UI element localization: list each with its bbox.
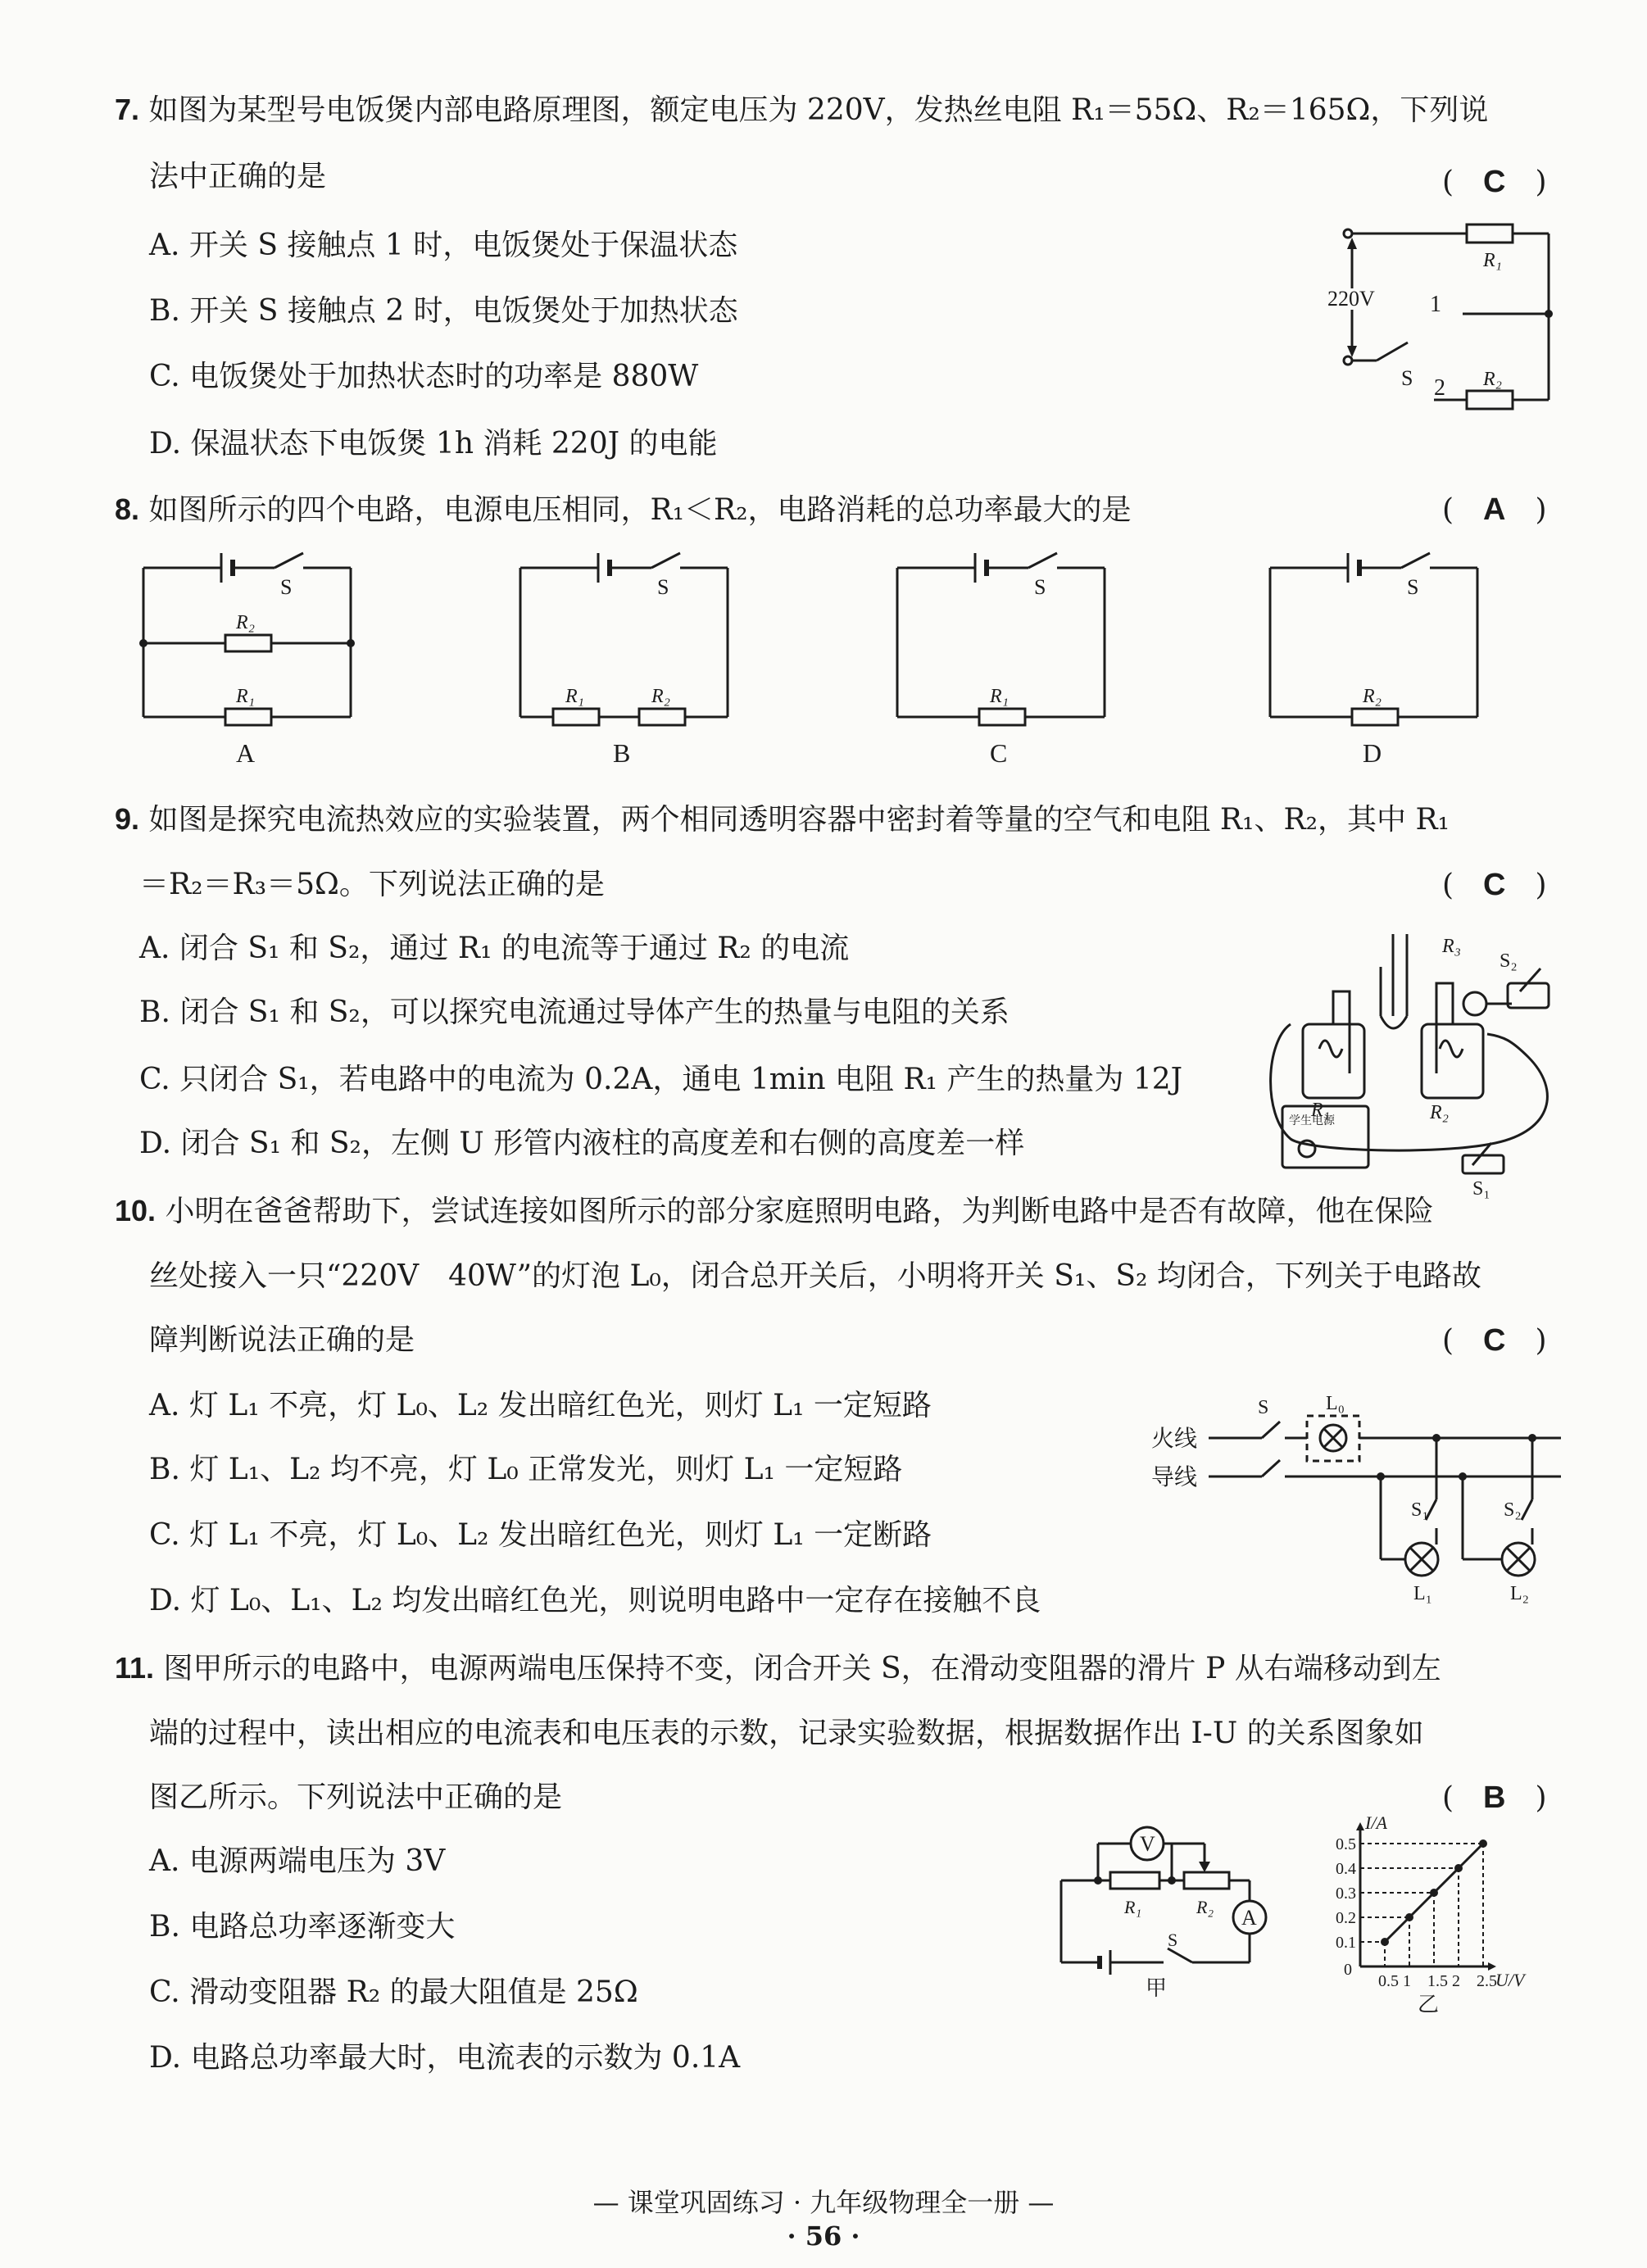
q11-voltmeter-symbol: V xyxy=(1140,1832,1155,1856)
q9-s1-label: S₁ xyxy=(1472,1178,1490,1200)
q8a-r2-label: R₂ xyxy=(236,612,256,633)
q7-stem-line-1: 7. 如图为某型号电饭煲内部电路原理图，额定电压为 220V，发热丝电阻 R₁＝55Ω、R₂＝165Ω，下列说 xyxy=(115,93,1489,127)
q8c-switch-label: S xyxy=(1034,575,1046,599)
q8b-switch-label: S xyxy=(657,575,669,599)
q10-main-switch-label: S xyxy=(1258,1397,1269,1418)
q8-circuit-d xyxy=(1266,545,1487,774)
q9-option-d: D. 闭合 S₁ 和 S₂，左侧 U 形管内液柱的高度差和右侧的高度差一样 xyxy=(139,1127,1025,1160)
q9-r1-label: R₁ xyxy=(1311,1100,1331,1121)
q10-option-a: A. 灯 L₁ 不亮，灯 L₀、L₂ 发出暗红色光，则灯 L₁ 一定短路 xyxy=(149,1389,932,1422)
chart-x-tick-label: 1.5 xyxy=(1427,1972,1448,1990)
q8-circuit-a xyxy=(139,545,361,774)
q7-stem-line-2: 法中正确的是 xyxy=(149,160,327,193)
q11-r2-label: R₂ xyxy=(1196,1897,1214,1917)
chart-y-tick-label: 0.1 xyxy=(1336,1934,1356,1952)
q11-stem-line-3: 图乙所示。下列说法中正确的是 xyxy=(149,1780,563,1814)
q11-answer: ( B ) xyxy=(1442,1780,1547,1815)
q10-option-d: D. 灯 L₀、L₁、L₂ 均发出暗红色光，则说明电路中一定存在接触不良 xyxy=(149,1584,1041,1617)
q9-r2-label: R₂ xyxy=(1430,1102,1450,1123)
q10-l0-label: L₀ xyxy=(1326,1393,1345,1414)
q9-answer: ( C ) xyxy=(1442,868,1547,902)
q11-option-d: D. 电路总功率最大时，电流表的示数为 0.1A xyxy=(149,2041,741,2075)
chart-x-tick-label: 1 xyxy=(1403,1972,1411,1990)
q8-answer: ( A ) xyxy=(1442,492,1547,527)
chart-x-tick-label: 2 xyxy=(1452,1972,1460,1990)
chart-data-point xyxy=(1405,1913,1413,1921)
q8d-caption: D xyxy=(1363,738,1382,768)
q10-option-b: B. 灯 L₁、L₂ 均不亮，灯 L₀ 正常发光，则灯 L₁ 一定短路 xyxy=(149,1453,903,1486)
q9-option-b: B. 闭合 S₁ 和 S₂，可以探究电流通过导体产生的热量与电阻的关系 xyxy=(139,996,1010,1029)
q7-answer: ( C ) xyxy=(1442,165,1547,199)
q7-r1-label: R₁ xyxy=(1483,250,1503,271)
chart-data-point xyxy=(1454,1864,1463,1872)
q7-switch-label: S xyxy=(1401,366,1413,390)
q8b-caption: B xyxy=(613,738,631,768)
q11-ammeter-symbol: A xyxy=(1241,1906,1257,1930)
q8b-r2-label: R₂ xyxy=(651,686,671,707)
q7-contact1-label: 1 xyxy=(1430,292,1441,317)
q9-stem-line-1: 9. 如图是探究电流热效应的实验装置，两个相同透明容器中密封着等量的空气和电阻 R₁、R₂，其中 R₁ xyxy=(115,802,1450,837)
q11-switch-label: S xyxy=(1168,1930,1178,1950)
q10-option-c: C. 灯 L₁ 不亮，灯 L₀、L₂ 发出暗红色光，则灯 L₁ 一定断路 xyxy=(149,1518,932,1552)
q8-circuit-c xyxy=(893,545,1114,774)
q8d-switch-label: S xyxy=(1407,575,1419,599)
q10-l1-label: L₁ xyxy=(1413,1583,1433,1604)
chart-caption: 乙 xyxy=(1418,1993,1440,2016)
q9-apparatus-diagram xyxy=(1258,934,1561,1200)
q9-s2-label: S₂ xyxy=(1500,950,1518,972)
q10-wiring-diagram xyxy=(1147,1385,1565,1614)
q11-r1-label: R₁ xyxy=(1124,1897,1142,1917)
chart-y-tick-label: 0.2 xyxy=(1336,1909,1356,1927)
q11-option-b: B. 电路总功率逐渐变大 xyxy=(149,1910,456,1944)
q10-stem-line-2: 丝处接入一只“220V 40W”的灯泡 L₀，闭合总开关后，小明将开关 S₁、S₂ 均闭合，下列关于电路故 xyxy=(149,1259,1481,1293)
q7-voltage-label: 220V xyxy=(1327,287,1375,311)
q9-option-a: A. 闭合 S₁ 和 S₂，通过 R₁ 的电流等于通过 R₂ 的电流 xyxy=(139,932,850,965)
q11-option-c: C. 滑动变阻器 R₂ 的最大阻值是 25Ω xyxy=(149,1975,638,2009)
q11-option-a: A. 电源两端电压为 3V xyxy=(149,1844,446,1878)
q10-s1-label: S₁ xyxy=(1411,1499,1429,1521)
q9-option-c: C. 只闭合 S₁，若电路中的电流为 0.2A，通电 1min 电阻 R₁ 产生的热量为 12J xyxy=(139,1063,1183,1096)
chart-y-arrow xyxy=(1356,1822,1364,1830)
q11-circuit-jia xyxy=(1049,1811,1278,2007)
chart-y-tick-label: 0.4 xyxy=(1336,1860,1356,1878)
q8a-switch-label: S xyxy=(280,575,293,599)
chart-x-axis-label: U/V xyxy=(1495,1970,1525,1990)
q8c-caption: C xyxy=(990,738,1008,768)
footer-book-title: — 课堂巩固练习 · 九年级物理全一册 — xyxy=(592,2187,1055,2218)
q11-iu-chart xyxy=(1336,1811,1581,2016)
chart-y-tick-label: 0.3 xyxy=(1336,1885,1356,1903)
chart-data-point xyxy=(1479,1839,1487,1848)
q7-option-d: D. 保温状态下电饭煲 1h 消耗 220J 的电能 xyxy=(149,427,718,460)
q11-stem-line-1: 11. 图甲所示的电路中，电源两端电压保持不变，闭合开关 S，在滑动变阻器的滑片 P 从右端移动到左 xyxy=(115,1651,1441,1685)
q9-r3-label: R₃ xyxy=(1442,936,1462,957)
q11-figure-jia-caption: 甲 xyxy=(1146,1976,1168,2000)
q11-stem-line-2: 端的过程中，读出相应的电流表和电压表的示数，记录实验数据，根据数据作出 I-U 的关系图象如 xyxy=(149,1717,1424,1750)
q7-circuit-diagram xyxy=(1311,221,1573,418)
chart-origin-label: 0 xyxy=(1344,1961,1352,1979)
q8a-r1-label: R₁ xyxy=(236,686,256,707)
chart-y-tick-label: 0.5 xyxy=(1336,1835,1356,1853)
q8b-r1-label: R₁ xyxy=(565,686,585,707)
chart-data-point xyxy=(1381,1938,1389,1946)
q9-stem-line-2: ＝R₂＝R₃＝5Ω。下列说法正确的是 xyxy=(139,868,605,901)
q8a-caption: A xyxy=(236,738,256,768)
q8-stem: 8. 如图所示的四个电路，电源电压相同，R₁＜R₂，电路消耗的总功率最大的是 xyxy=(115,492,1132,527)
q10-l2-label: L₂ xyxy=(1510,1583,1530,1604)
q7-r2-label: R₂ xyxy=(1483,369,1503,390)
q8d-r2-label: R₂ xyxy=(1363,686,1382,707)
chart-x-tick-label: 2.5 xyxy=(1477,1972,1497,1990)
q10-stem-line-1: 10. 小明在爸爸帮助下，尝试连接如图所示的部分家庭照明电路，为判断电路中是否有故障，他在保险 xyxy=(115,1194,1434,1228)
q10-s2-label: S₂ xyxy=(1504,1499,1522,1521)
q10-stem-line-3: 障判断说法正确的是 xyxy=(149,1323,415,1357)
q7-option-a: A. 开关 S 接触点 1 时，电饭煲处于保温状态 xyxy=(149,229,738,262)
q10-live-wire-label: 火线 xyxy=(1151,1427,1198,1452)
q7-contact2-label: 2 xyxy=(1434,375,1445,401)
q9-supply-label: 学生电源 xyxy=(1289,1115,1335,1127)
chart-x-tick-label: 0.5 xyxy=(1378,1972,1399,1990)
q10-neutral-wire-label: 导线 xyxy=(1151,1465,1198,1490)
q10-answer: ( C ) xyxy=(1442,1323,1547,1358)
q7-option-c: C. 电饭煲处于加热状态时的功率是 880W xyxy=(149,360,699,393)
chart-y-axis-label: I/A xyxy=(1365,1812,1387,1833)
q8c-r1-label: R₁ xyxy=(990,686,1010,707)
chart-data-point xyxy=(1430,1889,1438,1897)
q7-option-b: B. 开关 S 接触点 2 时，电饭煲处于加热状态 xyxy=(149,294,738,328)
footer-page-number: · 56 · xyxy=(787,2220,860,2252)
q8-circuit-b xyxy=(516,545,737,774)
